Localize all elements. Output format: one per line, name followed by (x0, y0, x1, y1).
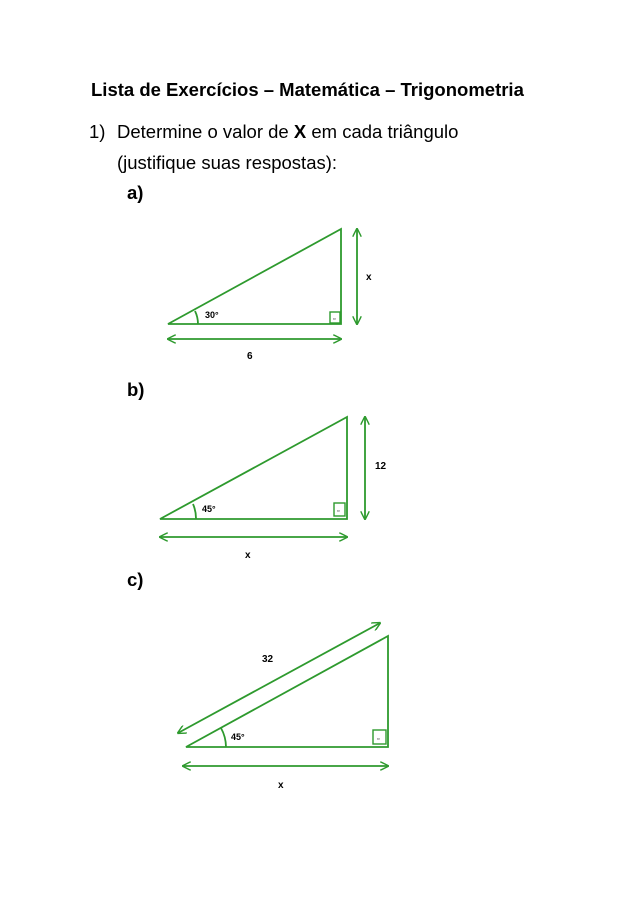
question-number: 1) (89, 121, 106, 142)
triangle-b-right-angle-box (334, 503, 345, 516)
triangle-a-angle-arc (195, 311, 198, 324)
triangle-c-right-angle-mark: ▫ (377, 736, 380, 743)
triangle-b-shape (160, 417, 347, 519)
triangle-c-hypotenuse-label: 32 (262, 654, 274, 665)
triangle-c-right-angle-box (373, 730, 386, 744)
item-b-label: b) (127, 379, 145, 400)
triangle-b-right-angle-mark: ▫ (337, 508, 340, 515)
question-line-2: (justifique suas respostas): (117, 152, 338, 173)
triangle-c (178, 623, 388, 766)
triangle-b-base-label: x (245, 550, 251, 561)
page-title: Lista de Exercícios – Matemática – Trigonometria (91, 79, 524, 100)
triangle-c-hypotenuse-arrow (178, 623, 380, 733)
question-text-after: em cada triângulo (306, 121, 459, 142)
triangle-c-base-label: x (278, 780, 284, 791)
question-text-before: Determine o valor de (117, 121, 294, 142)
item-a-label: a) (127, 182, 144, 203)
triangle-a-right-angle-mark: ▫ (333, 316, 336, 323)
triangle-a-height-label: x (366, 272, 372, 283)
triangle-b (160, 417, 365, 537)
triangle-b-height-label: 12 (375, 461, 387, 472)
triangle-c-angle-arc (221, 728, 226, 747)
triangle-a-base-label: 6 (247, 351, 253, 362)
triangle-a-angle-label: 30° (205, 310, 219, 320)
triangle-a (168, 229, 357, 339)
triangle-b-angle-label: 45° (202, 504, 216, 514)
question-variable: X (293, 121, 307, 142)
triangle-c-angle-label: 45° (231, 732, 245, 742)
triangle-c-shape (186, 636, 388, 747)
triangle-b-angle-arc (193, 504, 196, 519)
item-c-label: c) (127, 569, 144, 590)
triangle-a-shape (168, 229, 341, 324)
